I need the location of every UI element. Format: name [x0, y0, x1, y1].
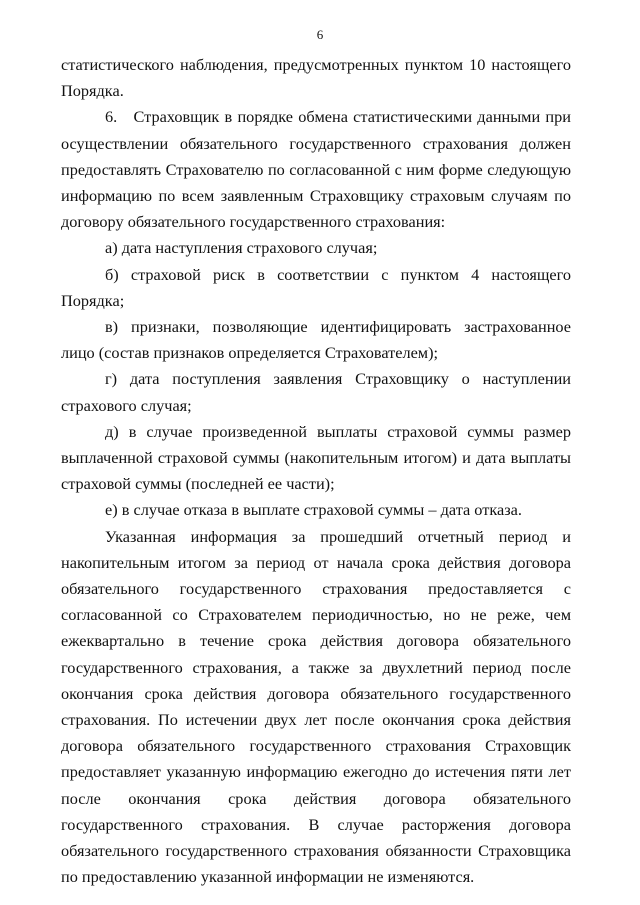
paragraph-continuation: статистического наблюдения, предусмотренных пунктом 10 настоящего Порядка. — [61, 55, 571, 101]
list-item-g: г) дата поступления заявления Страховщику о наступлении страхового случая; — [61, 369, 571, 415]
list-item-d: д) в случае произведенной выплаты страховой суммы размер выплаченной страховой суммы (накопительным итогом) и дата выплаты страховой суммы (последней ее части); — [61, 421, 571, 494]
paragraph-item-6: 6. Страховщик в порядке обмена статистическими данными при осуществлении обязательного государственного страхования должен предоставлять Страхователю по согласованной с ним форме следующую информацию по всем заявленным Страховщику страховым случаям по договору обязательного государственного страхования: — [61, 107, 571, 232]
list-item-b: б) страховой риск в соответствии с пунктом 4 настоящего Порядка; — [61, 264, 571, 310]
page-number: 6 — [316, 27, 324, 42]
list-item-v: в) признаки, позволяющие идентифицировать застрахованное лицо (состав признаков определяется Страхователем); — [61, 317, 571, 363]
list-item-e: е) в случае отказа в выплате страховой суммы – дата отказа. — [105, 500, 522, 520]
document-body — [61, 52, 571, 891]
paragraph-info-period: Указанная информация за прошедший отчетный период и накопительным итогом за период от начала срока действия договора обязательного государственного страхования предоставляется с согласованной со Страхователем периодичностью, но не реже, чем ежеквартально в течение срока действия договора обязательного государственного страхования, а также за двухлетний период после окончания срока действия договора обязательного государственного страхования. По истечении двух лет после окончания срока действия договора обязательного государственного страхования Страховщик предоставляет указанную информацию ежегодно до истечения пяти лет после окончания срока действия договора обязательного государственного страхования. В случае расторжения договора обязательного государственного страхования обязанности Страховщика по предоставлению указанной информации не изменяются. — [61, 526, 571, 887]
list-item-a: а) дата наступления страхового случая; — [105, 238, 378, 258]
